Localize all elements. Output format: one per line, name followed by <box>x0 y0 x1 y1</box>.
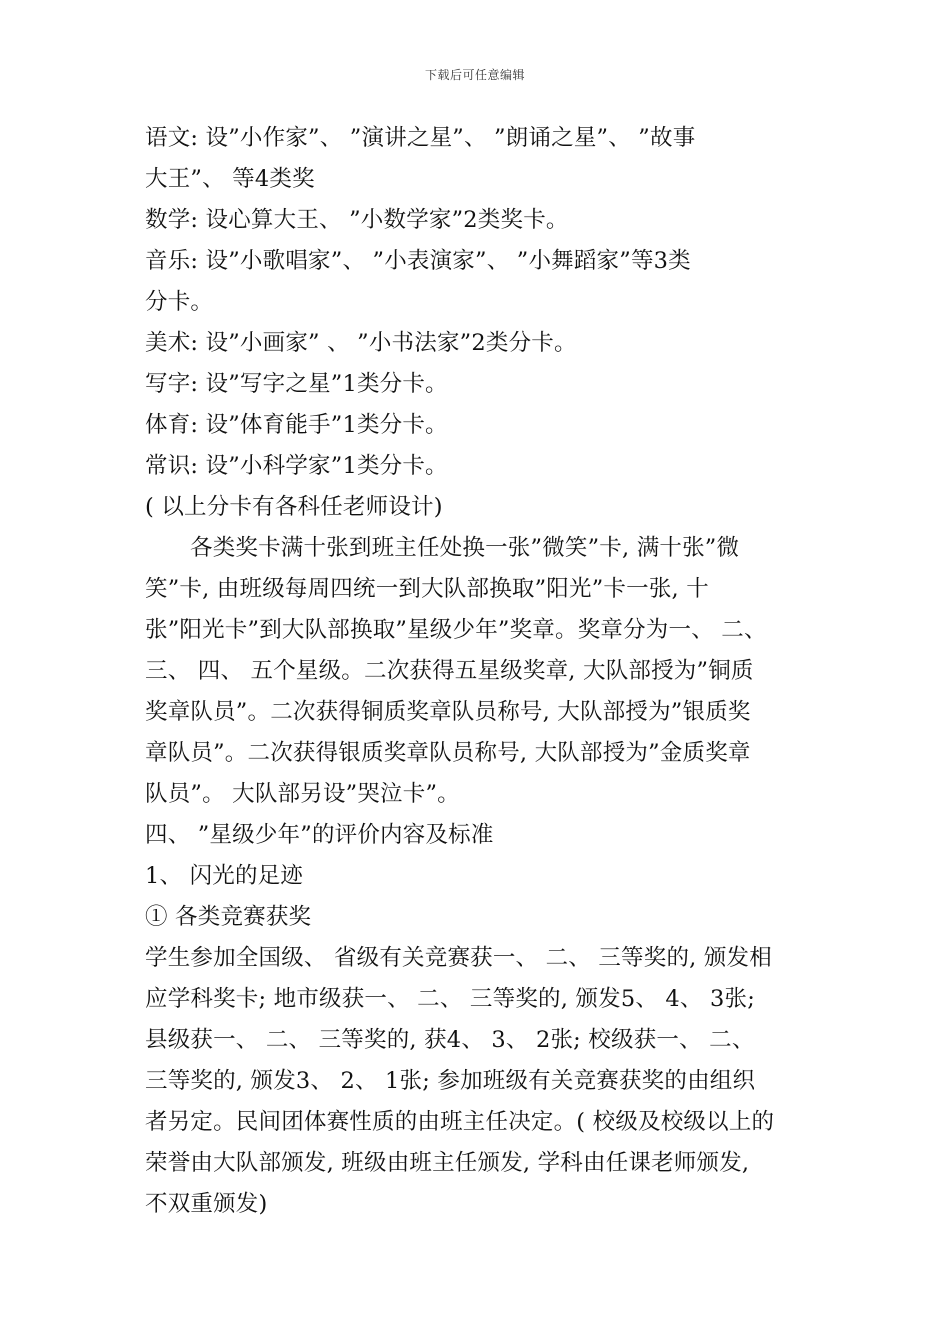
paragraph-line: 美术: 设”小画家” 、 ”小书法家”2类分卡。 <box>145 330 577 356</box>
paragraph-line: 队员”。 大队部另设”哭泣卡”。 <box>145 781 460 807</box>
document-body <box>145 118 825 1225</box>
paragraph-line: 不双重颁发) <box>145 1191 268 1217</box>
paragraph-line: 笑”卡, 由班级每周四统一到大队部换取”阳光”卡一张, 十 <box>145 576 709 602</box>
paragraph-line: 语文: 设”小作家”、 ”演讲之星”、 ”朗诵之星”、 ”故事 <box>145 125 696 151</box>
paragraph-line: 者另定。民间团体赛性质的由班主任决定。( 校级及校级以上的 <box>145 1109 775 1135</box>
paragraph-line: 写字: 设”写字之星”1类分卡。 <box>145 371 448 397</box>
item-heading: ① 各类竞赛获奖 <box>145 904 312 930</box>
paragraph-line: 张”阳光卡”到大队部换取”星级少年”奖章。奖章分为一、 二、 <box>145 617 767 643</box>
paragraph-line: 各类奖卡满十张到班主任处换一张”微笑”卡, 满十张”微 <box>190 535 740 561</box>
paragraph-line: 县级获一、 二、 三等奖的, 获4、 3、 2张; 校级获一、 二、 <box>145 1027 755 1053</box>
subsection-heading: 1、 闪光的足迹 <box>145 863 304 889</box>
paragraph-line: ( 以上分卡有各科任老师设计) <box>145 494 443 520</box>
paragraph-line: 奖章队员”。二次获得铜质奖章队员称号, 大队部授为”银质奖 <box>145 699 751 725</box>
paragraph-line: 音乐: 设”小歌唱家”、 ”小表演家”、 ”小舞蹈家”等3类 <box>145 248 691 274</box>
paragraph-line: 荣誉由大队部颁发, 班级由班主任颁发, 学科由任课老师颁发, <box>145 1150 750 1176</box>
paragraph-line: 大王”、 等4类奖 <box>145 166 315 192</box>
paragraph-line: 章队员”。二次获得银质奖章队员称号, 大队部授为”金质奖章 <box>145 740 751 766</box>
paragraph-line: 三、 四、 五个星级。二次获得五星级奖章, 大队部授为”铜质 <box>145 658 754 684</box>
paragraph-line: 三等奖的, 颁发3、 2、 1张; 参加班级有关竞赛获奖的由组织 <box>145 1068 756 1094</box>
section-heading: 四、 ”星级少年”的评价内容及标准 <box>145 822 494 848</box>
page-header: 下载后可任意编辑 <box>424 68 525 82</box>
paragraph-line: 学生参加全国级、 省级有关竞赛获一、 二、 三等奖的, 颁发相 <box>145 945 772 971</box>
paragraph-line: 数学: 设心算大王、 ”小数学家”2类奖卡。 <box>145 207 569 233</box>
paragraph-line: 应学科奖卡; 地市级获一、 二、 三等奖的, 颁发5、 4、 3张; <box>145 986 755 1012</box>
paragraph-line: 常识: 设”小科学家”1类分卡。 <box>145 453 448 479</box>
paragraph-line: 分卡。 <box>145 289 214 315</box>
paragraph-line: 体育: 设”体育能手”1类分卡。 <box>145 412 448 438</box>
